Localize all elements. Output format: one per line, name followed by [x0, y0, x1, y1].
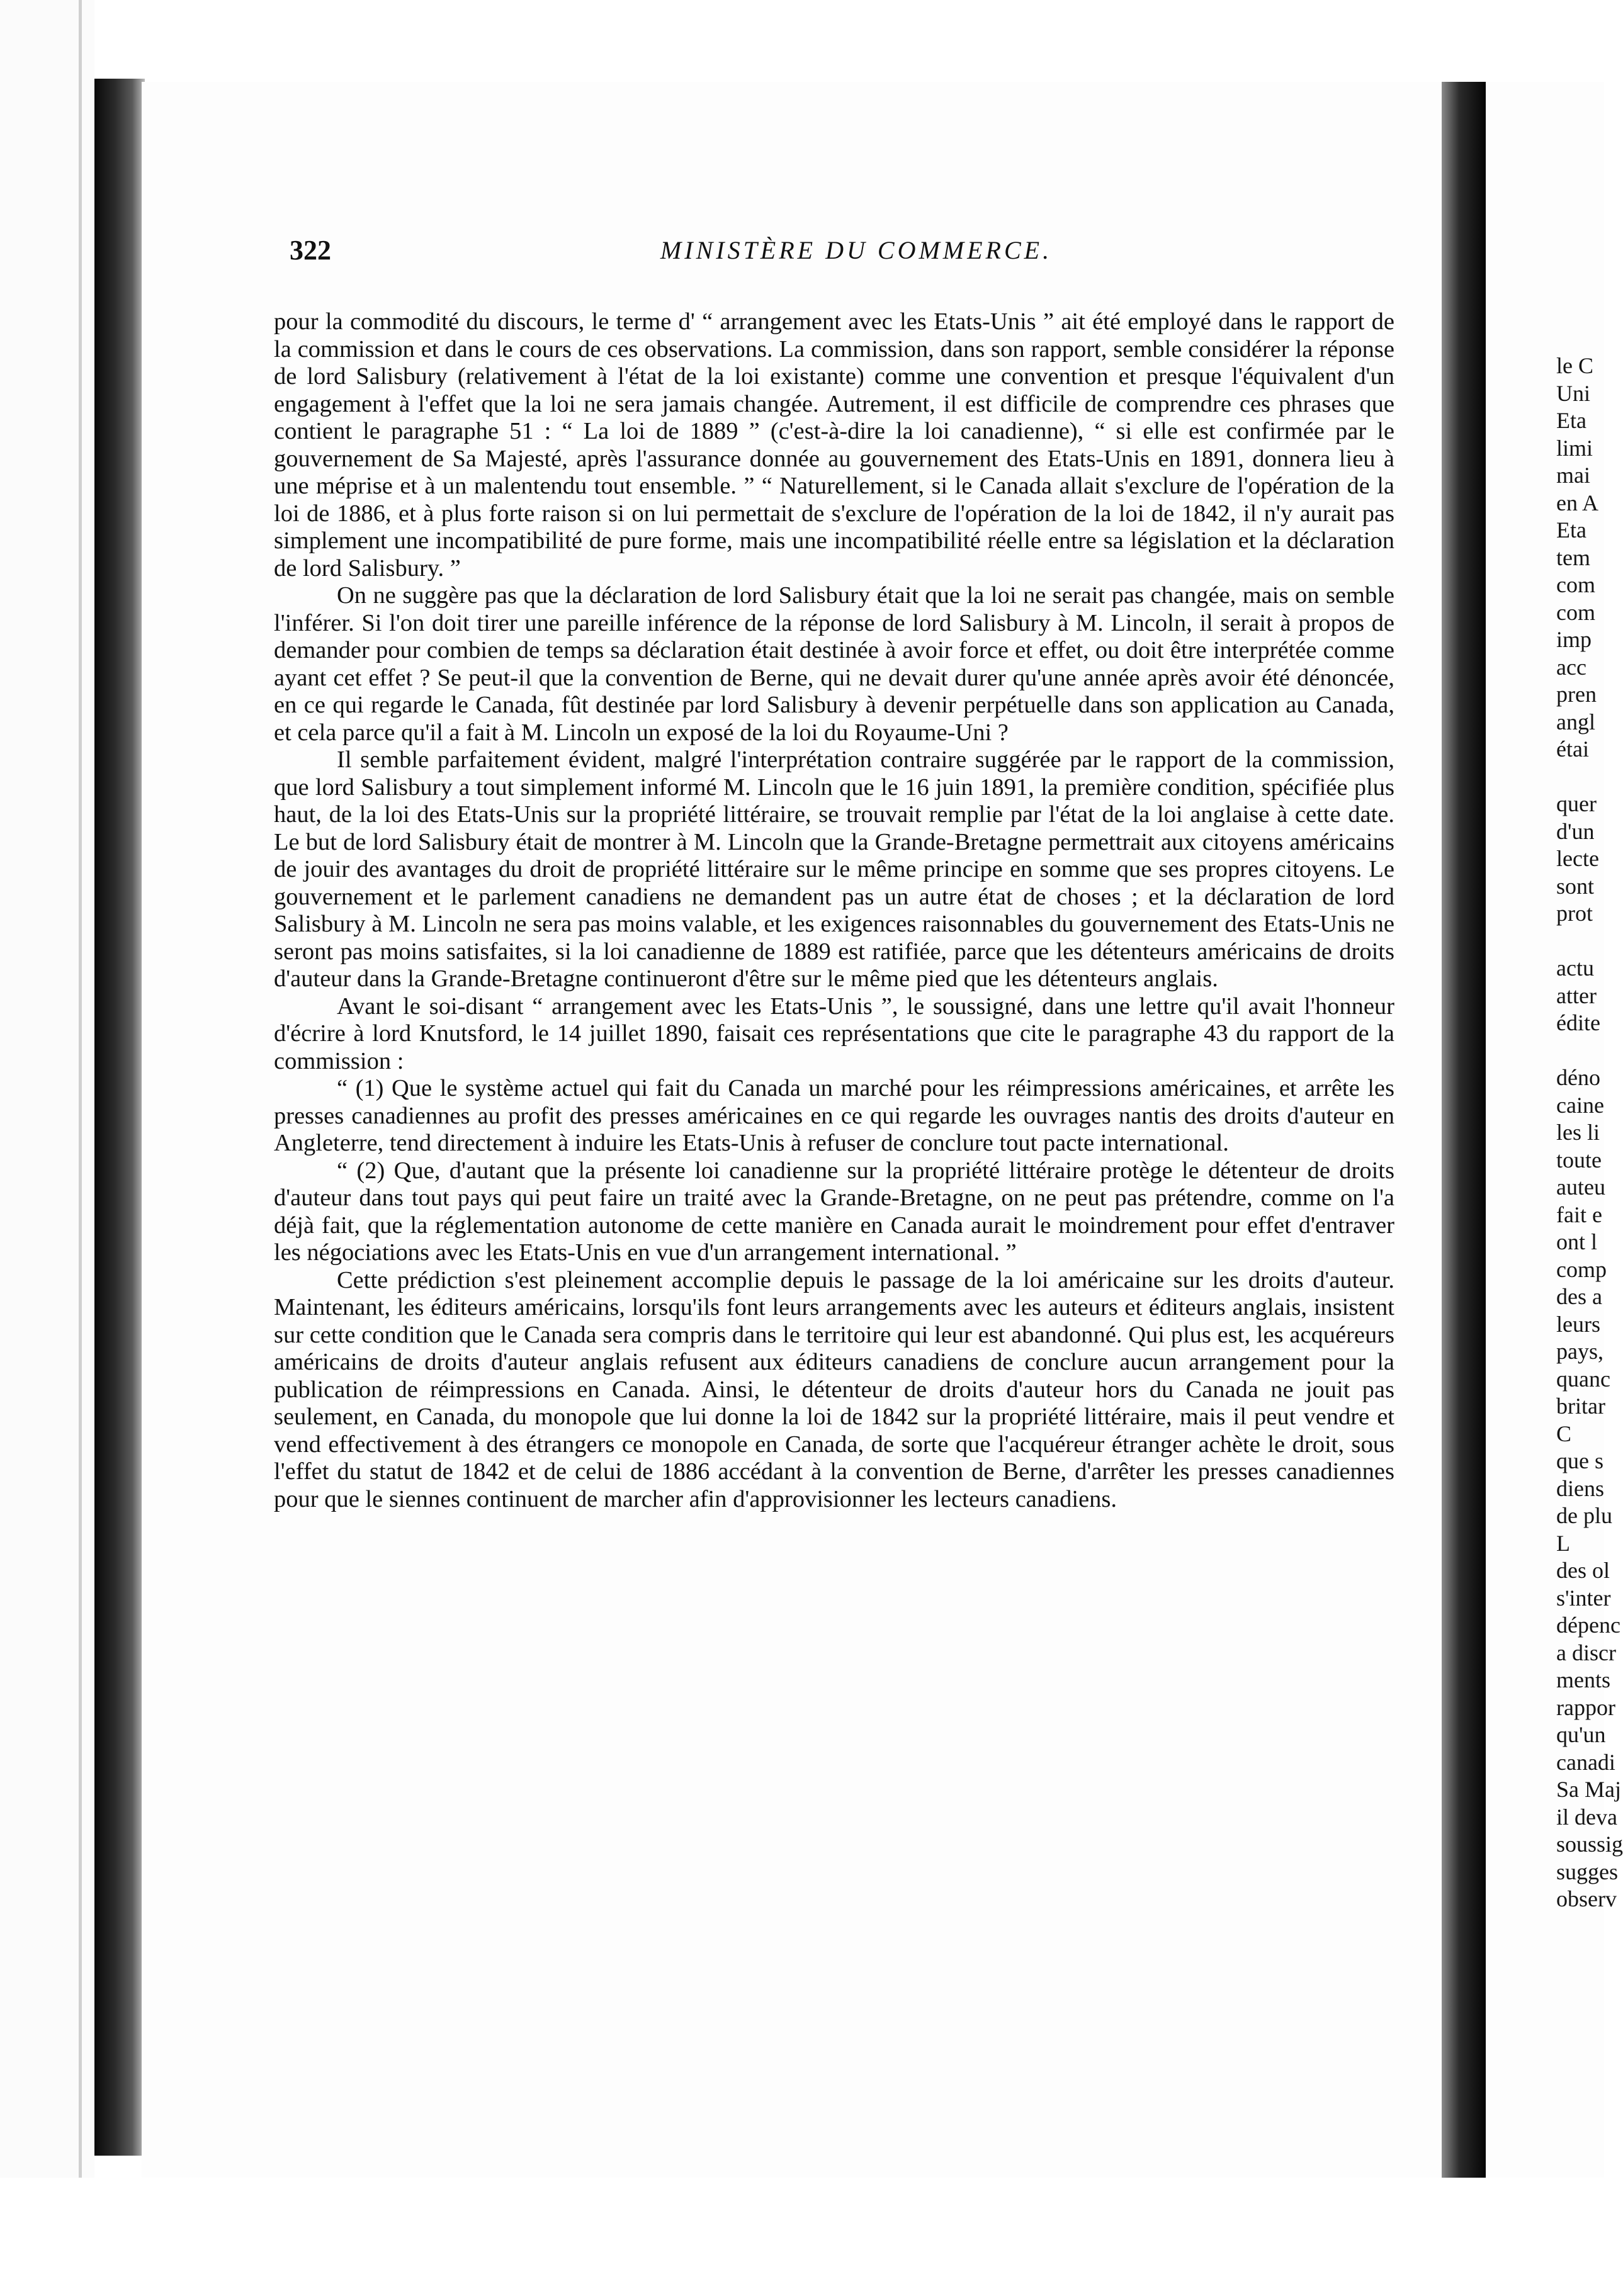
- right-page-line-fragment: leurs: [1556, 1311, 1600, 1337]
- right-page-line-fragment: s'inter: [1556, 1585, 1611, 1611]
- right-page-line-fragment: soussig: [1556, 1832, 1623, 1857]
- right-page-line-fragment: de plu: [1556, 1503, 1612, 1528]
- right-page-line-fragment: ments: [1556, 1667, 1610, 1692]
- right-page-line-fragment: des ol: [1556, 1558, 1610, 1583]
- right-page-line-fragment: [1556, 928, 1604, 955]
- right-page-line-fragment: que s: [1556, 1448, 1603, 1473]
- paragraph: Cette prédiction s'est pleinement accomplie depuis le passage de la loi américaine sur les droits d'auteur. Maintenant, les éditeurs américains, lorsqu'ils font leurs arrangements avec les auteurs et éditeurs anglais, insistent sur cette condition que le Canada sera compris dans le territoire qui leur est abandonné. Qui plus est, les acquéreurs américains de droits d'auteur anglais refusent aux éditeurs canadiens de conclure aucun arrangement pour la publication de réimpressions en Canada. Ainsi, le détenteur de droits d'auteur hors du Canada ne jouit pas seulement, en Canada, du monopole que lui donne la loi de 1842 sur la propriété littéraire, mais il peut vendre et vend effectivement à des étrangers ce monopole en Canada, de sorte que l'acquéreur étranger achète le droit, sous l'effet du statut de 1842 et de celui de 1886 accédant à la convention de Berne, d'arrêter les presses canadiennes pour que le siennes continuent de marcher afin d'approvisionner les lecteurs canadiens.: [274, 1266, 1394, 1512]
- right-page-line-fragment: le C: [1556, 353, 1593, 378]
- right-page-line-fragment: a discr: [1556, 1640, 1616, 1665]
- scan-margin-bottom: [0, 2178, 1604, 2296]
- right-page-line-fragment: étai: [1556, 736, 1589, 762]
- quoted-paragraph: “ (1) Que le système actuel qui fait du Canada un marché pour les réimpressions américaines, et arrête les presses canadiennes au profit des presses américaines en ce qui regarde les ouvrages nantis des droits d'auteur en Angleterre, tend directement à induire les Etats-Unis à refuser de conclure tout pacte international.: [274, 1075, 1394, 1156]
- right-page-line-fragment: d'un: [1556, 818, 1595, 844]
- right-page-line-fragment: mai: [1556, 463, 1590, 488]
- right-page-line-fragment: Uni: [1556, 380, 1590, 406]
- right-page-line-fragment: canadi: [1556, 1749, 1615, 1775]
- right-page-line-fragment: les li: [1556, 1120, 1600, 1145]
- right-page-line-fragment: quer: [1556, 791, 1597, 816]
- right-page-line-fragment: caine: [1556, 1092, 1604, 1118]
- paragraph: pour la commodité du discours, le terme d' “ arrangement avec les Etats-Unis ” ait été employé dans le rapport de la commission et dans le cours de ces observations. La commission, dans son rapport, semble considérer la réponse de lord Salisbury (relativement à l'état de la loi existante) comme une convention et presque l'équivalent d'un engagement à l'effet que la loi ne sera jamais changée. Autrement, il est difficile de comprendre ces phrases que contient le paragraphe 51 : “ La loi de 1889 ” (c'est-à-dire la loi canadienne), “ si elle est confirmée par le gouvernement de Sa Majesté, après l'assurance donnée au gouvernement des Etats-Unis en 1891, donnera lieu à une méprise et à un malentendu tout ensemble. ” “ Naturellement, si le Canada allait s'exclure de l'opération de la loi de 1886, et à plus forte raison si on lui permettait de s'exclure de l'opération de la loi de 1842, il n'y aurait pas simplement une incompatibilité de pure forme, mais une incompatibilité réelle entre sa législation et la déclaration de lord Salisbury. ”: [274, 308, 1394, 582]
- right-page-line-fragment: angl: [1556, 709, 1595, 734]
- right-page-line-fragment: atter: [1556, 982, 1597, 1008]
- right-page-line-fragment: prot: [1556, 901, 1593, 926]
- right-page-line-fragment: pren: [1556, 682, 1597, 707]
- right-page-line-fragment: imp: [1556, 627, 1592, 652]
- right-page-line-fragment: auteu: [1556, 1174, 1605, 1200]
- right-page-line-fragment: lecte: [1556, 846, 1599, 871]
- right-page-line-fragment: actu: [1556, 955, 1594, 981]
- right-page-line-fragment: toute: [1556, 1147, 1602, 1173]
- right-page-line-fragment: des a: [1556, 1284, 1602, 1309]
- right-page-line-fragment: ont l: [1556, 1229, 1598, 1254]
- right-page-line-fragment: [1556, 1037, 1604, 1065]
- right-page-line-fragment: com: [1556, 599, 1595, 625]
- right-page-line-fragment: comp: [1556, 1256, 1607, 1282]
- page-header: [290, 234, 1423, 278]
- paragraph: On ne suggère pas que la déclaration de lord Salisbury était que la loi ne serait pas changée, mais on semble l'inférer. Si l'on doit tirer une pareille inférence de la réponse de lord Salisbury à M. Lincoln, il serait à propos de demander pour combien de temps sa déclaration était destinée à avoir force et effet, ou doit être interprétée comme ayant cet effet ? Se peut-il que la convention de Berne, qui ne devait durer qu'une année après avoir été dénoncée, en ce qui regarde le Canada, fût destinée par lord Salisbury à devenir perpétuelle dans son application au Canada, et cela parce qu'il a fait à M. Lincoln un exposé de la loi du Royaume-Uni ?: [274, 582, 1394, 746]
- right-page-line-fragment: diens: [1556, 1475, 1604, 1501]
- right-page-line-fragment: en A: [1556, 490, 1598, 515]
- right-page-line-fragment: Eta: [1556, 517, 1586, 543]
- right-page-line-fragment: fait e: [1556, 1201, 1602, 1227]
- right-page-line-fragment: il deva: [1556, 1804, 1617, 1830]
- right-page-line-fragment: britar: [1556, 1393, 1605, 1419]
- body-text: [274, 308, 1394, 1513]
- right-page-line-fragment: déno: [1556, 1065, 1600, 1090]
- right-page-line-fragment: quanc: [1556, 1366, 1610, 1392]
- right-page-line-fragment: C: [1556, 1421, 1572, 1446]
- quoted-paragraph: “ (2) Que, d'autant que la présente loi canadienne sur la propriété littéraire protège le détenteur de droits d'auteur dans tout pays qui peut faire un traité avec la Grande-Bretagne, on ne peut pas prétendre, comme on l'a déjà fait, que la réglementation autonome de cette manière en Canada aurait le moindrement pour effet d'entraver les négociations avec les Etats-Unis en vue d'un arrangement international. ”: [274, 1157, 1394, 1266]
- right-page-line-fragment: rappor: [1556, 1694, 1615, 1720]
- paragraph: Avant le soi-disant “ arrangement avec les Etats-Unis ”, le soussigné, dans une lettre qu'il avait l'honneur d'écrire à lord Knutsford, le 14 juillet 1890, faisait ces représentations que cite le paragraphe 43 du rapport de la commission :: [274, 993, 1394, 1074]
- right-page-line-fragment: [1556, 763, 1604, 791]
- scan-edge-line: [79, 0, 82, 2296]
- right-page-line-fragment: com: [1556, 572, 1595, 597]
- right-page-line-fragment: sugges: [1556, 1859, 1618, 1884]
- right-page-line-fragment: observ: [1556, 1886, 1617, 1911]
- right-page-line-fragment: Sa Maj: [1556, 1777, 1621, 1802]
- right-page-line-fragment: édite: [1556, 1010, 1600, 1035]
- paragraph: Il semble parfaitement évident, malgré l'interprétation contraire suggérée par le rapport de la commission, que lord Salisbury a tout simplement informé M. Lincoln que le 16 juin 1891, la première condition, spécifiée plus haut, de la loi des Etats-Unis sur la propriété littéraire, se trouvait remplie par l'état de la loi anglaise à cette date. Le but de lord Salisbury était de montrer à M. Lincoln que la Grande-Bretagne permettrait aux citoyens américains de jouir des avantages du droit de propriété littéraire sur le même principe en somme que ses propres citoyens. Le gouvernement et le parlement canadiens ne demandent pas un autre état de choses ; et la déclaration de lord Salisbury à M. Lincoln ne sera pas moins valable, et les exigences raisonnables du gouvernement des Etats-Unis ne seront pas moins satisfaites, si la loi canadienne de 1889 est ratifiée, parce que les détenteurs américains de droits d'auteur dans la Grande-Bretagne continueront d'être sur le même pied que les détenteurs anglais.: [274, 746, 1394, 992]
- running-head: MINISTÈRE DU COMMERCE.: [660, 236, 1053, 264]
- right-page-line-fragment: Eta: [1556, 408, 1586, 433]
- right-page-line-fragment: pays,: [1556, 1339, 1603, 1364]
- right-page-line-fragment: limi: [1556, 435, 1593, 461]
- right-page-line-fragment: dépenc: [1556, 1612, 1620, 1638]
- right-page-line-fragment: sont: [1556, 873, 1595, 899]
- page-edge-shadow: [94, 79, 145, 2156]
- right-page-line-fragment: tem: [1556, 544, 1590, 570]
- right-page-text-fragments: [1556, 352, 1623, 1913]
- right-page-line-fragment: acc: [1556, 654, 1586, 680]
- page-number: 322: [290, 235, 331, 266]
- book-gutter: [1442, 82, 1486, 2178]
- right-page-line-fragment: qu'un: [1556, 1722, 1606, 1747]
- right-page-line-fragment: L: [1556, 1530, 1570, 1556]
